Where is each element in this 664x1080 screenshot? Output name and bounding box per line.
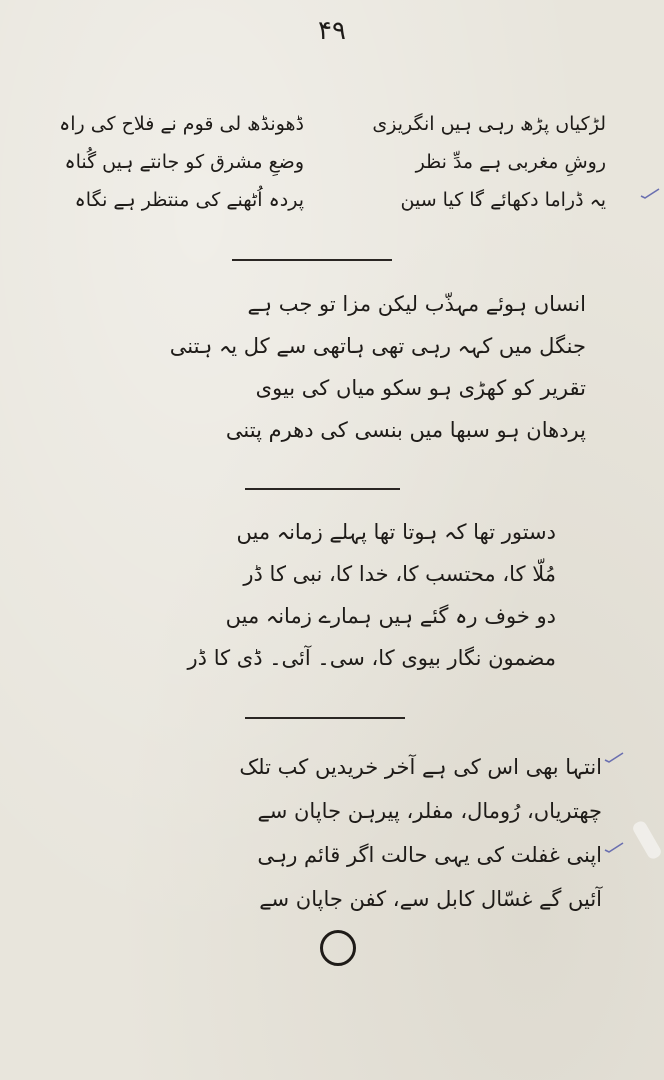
verse-line: جنگل میں کہہ رہی تھی ہاتھی سے کل یہ ہتنی — [169, 334, 586, 358]
end-circle-ornament — [320, 930, 356, 966]
page-number: ۴۹ — [318, 16, 346, 46]
stanza-2 — [146, 283, 586, 451]
verse-line: چھتریاں، رُومال، مفلر، پیرہن جاپان سے — [257, 799, 602, 823]
section-divider — [245, 717, 405, 719]
verse-line: وضعِ مشرق کو جانتے ہیں گُناہ — [64, 151, 304, 173]
verse-line: مضمون نگار بیوی کا، سی۔ آئی۔ ڈی کا ڈر — [187, 646, 556, 670]
verse-line: مُلّا کا، محتسب کا، خدا کا، نبی کا ڈر — [243, 562, 556, 586]
verse-line: یہ ڈراما دکھائے گا کیا سین — [400, 189, 606, 211]
paper-stain — [631, 819, 663, 861]
verse-line: دستور تھا کہ ہوتا تھا پہلے زمانہ میں — [236, 520, 556, 544]
verse-line: انتہا بھی اس کی ہے آخر خریدیں کب تلک — [239, 755, 602, 779]
check-mark-icon — [604, 842, 624, 854]
verse-line: دو خوف رہ گئے ہیں ہمارے زمانہ میں — [225, 604, 556, 628]
section-divider — [245, 488, 400, 490]
verse-line: آئیں گے غسّال کابل سے، کفن جاپان سے — [259, 887, 602, 911]
check-mark-icon — [604, 752, 624, 764]
check-mark-icon — [640, 188, 660, 200]
verse-line: انساں ہوئے مہذّب لیکن مزا تو جب ہے — [247, 292, 586, 316]
stanza1-left-column — [34, 105, 304, 219]
stanza1-right-column — [336, 105, 606, 219]
section-divider — [232, 259, 392, 261]
verse-line: لڑکیاں پڑھ رہی ہیں انگریزی — [372, 113, 606, 135]
verse-line: ڈھونڈھ لی قوم نے فلاح کی راہ — [59, 113, 304, 135]
stanza-4 — [62, 745, 602, 921]
stanza-3 — [156, 511, 556, 679]
verse-line: اپنی غفلت کی یہی حالت اگر قائم رہی — [257, 843, 602, 867]
verse-line: پردھان ہو سبھا میں بنسی کی دھرم پتنی — [225, 418, 586, 442]
verse-line: تقریر کو کھڑی ہو سکو میاں کی بیوی — [255, 376, 586, 400]
verse-line: پردہ اُٹھنے کی منتظر ہے نگاہ — [74, 189, 304, 211]
verse-line: روشِ مغربی ہے مدِّ نظر — [415, 151, 606, 173]
